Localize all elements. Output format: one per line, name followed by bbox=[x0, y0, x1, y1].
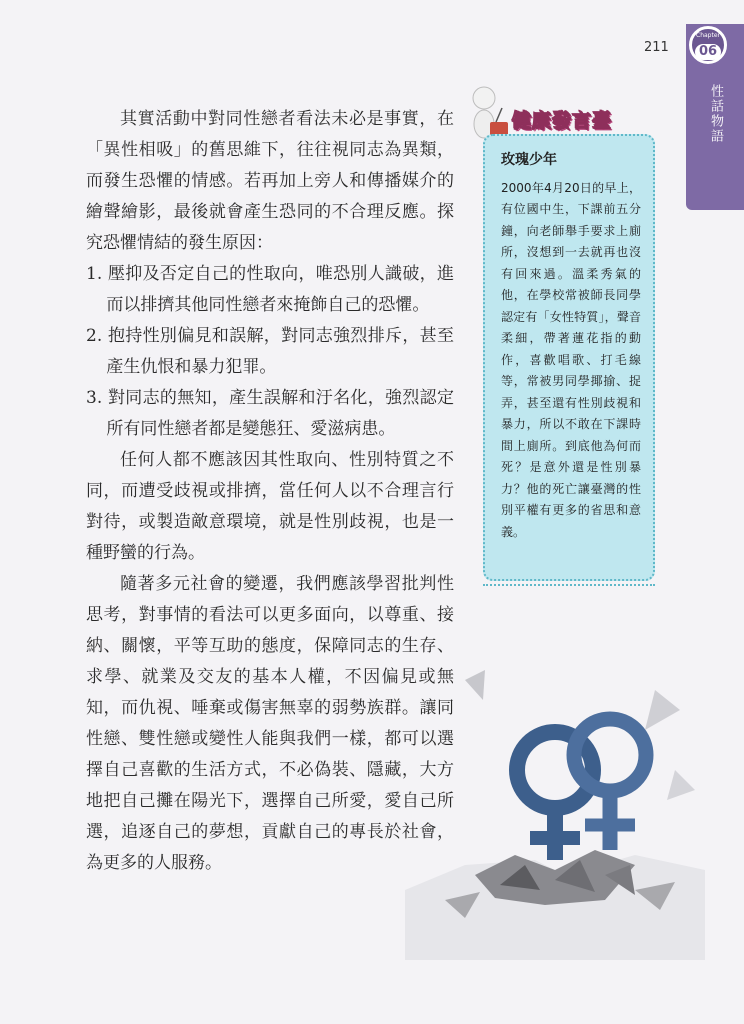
chapter-number: 06 bbox=[695, 44, 721, 60]
female-symbols-breaking-ground-illustration bbox=[405, 660, 705, 960]
paragraph-2: 任何人都不應該因其性取向、性別特質之不同，而遭受歧視或排擠，當任何人以不合理言行對待，或製造敵意環境，就是性別歧視，也是一種野蠻的行為。 bbox=[86, 450, 454, 563]
list-item: 1. 壓抑及否定自己的性取向，唯恐別人識破，進而以排擠其他同性戀者來掩飾自己的恐懼。 bbox=[86, 264, 454, 315]
list-item: 2. 抱持性別偏見和誤解，對同志強烈排斥，甚至產生仇恨和暴力犯罪。 bbox=[86, 326, 454, 377]
page-number: 211 bbox=[644, 40, 669, 55]
paragraph-3: 隨著多元社會的變遷，我們應該學習批判性思考，對事情的看法可以更多面向，以尊重、接納、關懷，平等互助的態度，保障同志的生存、求學、就業及交友的基本人權，不因偏見或無知，而仇視、唾棄或傷害無辜的弱勢族群。讓同性戀、雙性戀或變性人能與我們一樣，都可以選擇自己喜歡的生活方式，不必偽裝、隱藏，大方地把自己攤在陽光下，選擇自己所愛，愛自己所選，追逐自己的夢想，貢獻自己的專長於社會，為更多的人服務。 bbox=[86, 574, 454, 873]
chapter-badge bbox=[689, 26, 727, 64]
sidebar-box bbox=[483, 134, 655, 581]
reason-list bbox=[86, 259, 454, 445]
sidebar-heading: 玫瑰少年 bbox=[501, 152, 557, 168]
sidebar-body: 2000年4月20日的早上，有位國中生，下課前五分鐘，向老師舉手要求上廁所，沒想到一去就再也沒有回來過。溫柔秀氣的他，在學校常被師長同學認定有「女性特質」，聲音柔細，帶著蓮花指的動作，喜歡唱歌、打毛線等，常被男同學揶揄、捉弄，甚至還有性別歧視和暴力，所以不敢在下課時間上廁所。到底他為何而死？是意外還是性別暴力？他的死亡讓臺灣的性別平權有更多的省思和意義。 bbox=[501, 180, 641, 539]
sidebar-divider bbox=[483, 584, 655, 586]
list-item: 3. 對同志的無知，產生誤解和汙名化，強烈認定所有同性戀者都是變態狂、愛滋病患。 bbox=[86, 388, 454, 439]
chapter-title: 性話物語 bbox=[708, 84, 723, 144]
chapter-tab bbox=[686, 24, 744, 210]
paragraph-1: 其實活動中對同性戀者看法未必是事實，在「異性相吸」的舊思維下，往往視同志為異類，而發生恐懼的情感。若再加上旁人和傳播媒介的繪聲繪影，最後就會產生恐同的不合理反應。探究恐懼情結的發生原因： bbox=[86, 109, 454, 253]
main-text bbox=[86, 104, 454, 879]
chapter-label: Chapter bbox=[696, 32, 720, 39]
sidebar-title: 健康發言臺 bbox=[512, 110, 613, 132]
